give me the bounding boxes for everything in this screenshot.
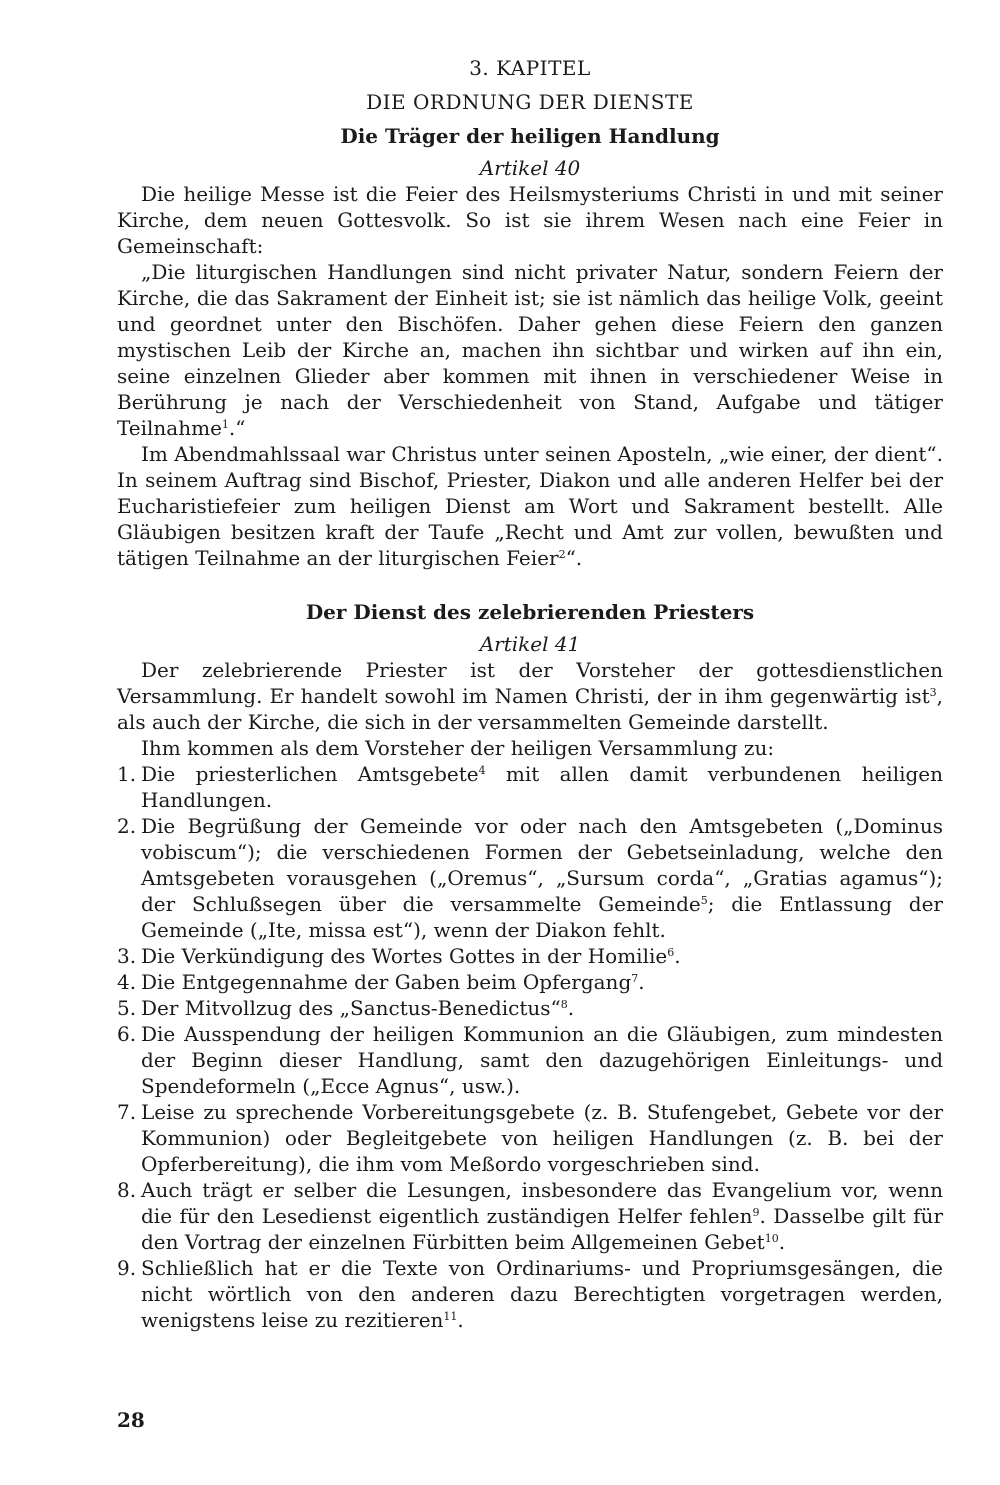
paragraph: Ihm kommen als dem Vorsteher der heiligen Versammlung zu:	[141, 736, 775, 760]
footnote-ref: 2	[558, 548, 566, 561]
list-item: 4. Die Entgegennahme der Gaben beim Opfergang$^7$.	[117, 970, 645, 994]
chapter-number: 3. KAPITEL	[469, 56, 591, 80]
list-item: 9. Schließlich hat er die Texte von Ordinariums- und Propriumsgesängen, die nicht wörtlich von den anderen dazu Berechtigten vorgetragen werden, wenigstens leise zu rezitieren$^{11}$.	[117, 1256, 943, 1332]
paragraph: Die heilige Messe ist die Feier des Heilsmysteriums Christi in und mit seiner Kirche, dem neuen Gottesvolk. So ist sie ihrem Wesen nach eine Feier in Gemeinschaft:	[117, 182, 943, 258]
list-item: 5. Der Mitvollzug des „Sanctus-Benedictus“$^8$.	[117, 996, 575, 1020]
list-item: 7. Leise zu sprechende Vorbereitungsgebete (z. B. Stufengebet, Gebete vor der Kommunion) oder Begleitgebete von heiligen Handlungen (z. B. bei der Opferbereitung), die ihm vom Meßordo vorgeschrieben sind.	[117, 1100, 943, 1176]
list-item: 6. Die Ausspendung der heiligen Kommunion an die Gläubigen, zum mindesten der Beginn dieser Handlung, samt den dazugehörigen Einleitungs- und Spendeformeln („Ecce Agnus“, usw.).	[117, 1022, 943, 1098]
footnote-ref: 1	[221, 418, 229, 431]
section-title: Der Dienst des zelebrierenden Priesters	[305, 600, 755, 624]
page-content	[117, 55, 943, 1333]
article-heading: Artikel 41	[479, 632, 581, 656]
chapter-title: DIE ORDNUNG DER DIENSTE	[366, 90, 694, 114]
page-number: 28	[117, 1408, 145, 1432]
list-item: 2. Die Begrüßung der Gemeinde vor oder nach den Amtsgebeten („Dominus vobiscum“); die verschiedenen Formen der Gebetseinladung, welche den Amtsgebeten vorausgehen („Oremus“, „Sursum corda“, „Gratias agamus“); der Schlußsegen über die versammelte Gemeinde$^5$; die Entlassung der Gemeinde („Ite, missa est“), wenn der Diakon fehlt.	[117, 814, 943, 942]
paragraph: Der zelebrierende Priester ist der Vorsteher der gottesdienstlichen Versammlung. Er handelt sowohl im Namen Christi, der in ihm gegenwärtig ist$^3$, als auch der Kirche, die sich in der versammelten Gemeinde darstellt.	[117, 658, 943, 734]
article-heading: Artikel 40	[479, 156, 581, 180]
list-item: 1. Die priesterlichen Amtsgebete$^4$ mit allen damit verbundenen heiligen Handlungen.	[117, 762, 944, 812]
paragraph: Im Abendmahlssaal war Christus unter seinen Aposteln, „wie einer, der dient“. In seinem Auftrag sind Bischof, Priester, Diakon und alle anderen Helfer bei der Eucharistiefeier zum heiligen Dienst am Wort und Sakrament bestellt. Alle Gläubigen besitzen kraft der Taufe „Recht und Amt zur vollen, bewußten und tätigen Teilnahme an der liturgischen Feier$^2$“.	[117, 442, 943, 570]
duties-list	[117, 761, 943, 1333]
section-title: Die Träger der heiligen Handlung	[340, 124, 720, 148]
footnote-ref: 3	[929, 686, 937, 699]
quote-paragraph: „Die liturgischen Handlungen sind nicht privater Natur, sondern Feiern der Kirche, die das Sakrament der Einheit ist; sie ist nämlich das heilige Volk, geeint und geordnet unter den Bischöfen. Daher gehen diese Feiern den ganzen mystischen Leib der Kirche an, machen ihn sichtbar und wirken auf ihn ein, seine einzelnen Glieder aber kommen mit ihnen in verschiedener Weise in Berührung je nach der Verschiedenheit von Stand, Aufgabe und tätiger Teilnahme$^1$.“	[117, 260, 943, 440]
list-item: 3. Die Verkündigung des Wortes Gottes in der Homilie$^6$.	[117, 944, 681, 968]
list-item: 8. Auch trägt er selber die Lesungen, insbesondere das Evangelium vor, wenn die für den Lesedienst eigentlich zuständigen Helfer fehlen$^9$. Dasselbe gilt für den Vortrag der einzelnen Fürbitten beim Allgemeinen Gebet$^{10}$.	[117, 1178, 943, 1254]
